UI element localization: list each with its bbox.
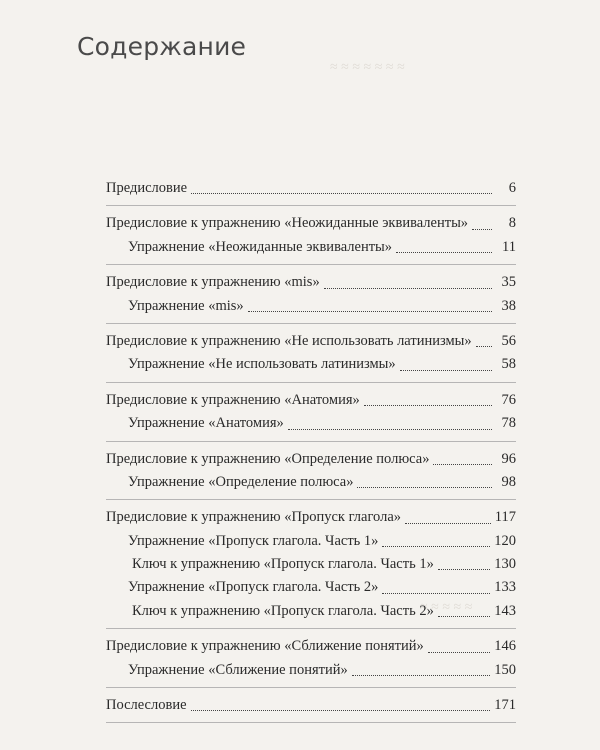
table-of-contents xyxy=(106,177,516,729)
dot-leader xyxy=(352,675,491,676)
dot-leader xyxy=(476,346,492,347)
toc-entry-page: 120 xyxy=(494,532,516,549)
toc-entry-page: 143 xyxy=(494,602,516,619)
toc-entry-page: 8 xyxy=(508,215,516,232)
toc-entry-page: 35 xyxy=(501,274,516,291)
toc-entry-label: Упражнение «Неожиданные эквиваленты» xyxy=(128,238,393,255)
separator xyxy=(106,382,516,383)
dot-leader xyxy=(438,569,490,570)
toc-entry[interactable] xyxy=(106,236,516,259)
dot-leader xyxy=(428,652,491,653)
toc-entry[interactable] xyxy=(106,471,516,494)
toc-entry[interactable] xyxy=(106,576,516,599)
toc-entry-label: Послесловие xyxy=(106,697,187,714)
toc-entry[interactable] xyxy=(106,330,516,353)
toc-entry-label: Упражнение «Пропуск глагола. Часть 2» xyxy=(128,579,379,596)
toc-entry-page: 130 xyxy=(494,556,516,573)
toc-entry-page: 58 xyxy=(501,356,516,373)
toc-entry[interactable] xyxy=(106,212,516,235)
toc-entry-label: Предисловие к упражнению «Неожиданные эквиваленты» xyxy=(106,215,469,232)
dot-leader xyxy=(357,487,492,488)
toc-entry[interactable] xyxy=(106,553,516,576)
toc-entry[interactable] xyxy=(106,659,516,682)
toc-entry[interactable] xyxy=(106,295,516,318)
separator xyxy=(106,499,516,500)
toc-entry-label: Упражнение «Сближение понятий» xyxy=(128,661,348,678)
dot-leader xyxy=(400,370,492,371)
toc-entry-page: 150 xyxy=(494,661,516,678)
toc-entry[interactable] xyxy=(106,600,516,623)
toc-entry-label: Ключ к упражнению «Пропуск глагола. Часть 1» xyxy=(132,556,434,573)
dot-leader xyxy=(433,464,492,465)
bleed-through-texture: ≈ ≈ ≈ ≈ ≈ xyxy=(420,600,473,615)
toc-entry[interactable] xyxy=(106,177,516,200)
separator xyxy=(106,628,516,629)
toc-entry-label: Предисловие к упражнению «Определение полюса» xyxy=(106,450,430,467)
dot-leader xyxy=(396,252,492,253)
dot-leader xyxy=(438,616,490,617)
dot-leader xyxy=(324,288,492,289)
toc-entry-label: Предисловие к упражнению «Анатомия» xyxy=(106,391,360,408)
toc-entry-label: Упражнение «Определение полюса» xyxy=(128,473,354,490)
bleed-through-texture: ≈ ≈ ≈ ≈ ≈ ≈ ≈ xyxy=(330,60,405,75)
toc-entry-page: 133 xyxy=(494,579,516,596)
toc-entry[interactable] xyxy=(106,448,516,471)
toc-entry-label: Упражнение «Не использовать латинизмы» xyxy=(128,356,396,373)
dot-leader xyxy=(288,429,492,430)
toc-entry-page: 56 xyxy=(501,332,516,349)
toc-entry-page: 38 xyxy=(501,297,516,314)
toc-entry-label: Предисловие к упражнению «Пропуск глагола» xyxy=(106,509,402,526)
toc-entry[interactable] xyxy=(106,530,516,553)
page-title: Содержание xyxy=(77,32,247,61)
toc-entry-page: 78 xyxy=(501,415,516,432)
dot-leader xyxy=(382,593,490,594)
toc-entry[interactable] xyxy=(106,694,516,717)
toc-entry[interactable] xyxy=(106,353,516,376)
dot-leader xyxy=(191,710,491,711)
toc-entry[interactable] xyxy=(106,635,516,658)
toc-entry[interactable] xyxy=(106,506,516,529)
toc-entry-page: 98 xyxy=(501,473,516,490)
toc-entry-label: Предисловие к упражнению «Не использовать латинизмы» xyxy=(106,332,472,349)
toc-entry-page: 171 xyxy=(494,697,516,714)
toc-entry-page: 76 xyxy=(501,391,516,408)
toc-entry[interactable] xyxy=(106,271,516,294)
toc-entry-page: 6 xyxy=(508,180,516,196)
separator xyxy=(106,264,516,265)
dot-leader xyxy=(405,523,491,524)
toc-entry-page: 96 xyxy=(501,450,516,467)
toc-entry-label: Ключ к упражнению «Пропуск глагола. Часть 2» xyxy=(132,602,434,619)
dot-leader xyxy=(382,546,490,547)
toc-entry-page: 146 xyxy=(494,638,516,655)
separator xyxy=(106,687,516,688)
toc-entry-label: Упражнение «mis» xyxy=(128,297,244,314)
dot-leader xyxy=(248,311,492,312)
toc-entry-label: Предисловие к упражнению «Сближение понятий» xyxy=(106,638,424,655)
toc-entry[interactable] xyxy=(106,389,516,412)
separator xyxy=(106,205,516,206)
dot-leader xyxy=(472,229,492,230)
toc-entry-page: 11 xyxy=(502,238,516,255)
separator xyxy=(106,722,516,723)
toc-entry-label: Упражнение «Анатомия» xyxy=(128,415,284,432)
separator xyxy=(106,323,516,324)
dot-leader xyxy=(191,193,492,194)
toc-entry-label: Упражнение «Пропуск глагола. Часть 1» xyxy=(128,532,379,549)
separator xyxy=(106,441,516,442)
toc-entry-page: 117 xyxy=(494,509,516,526)
toc-entry-label: Предисловие xyxy=(106,180,188,196)
toc-entry[interactable] xyxy=(106,412,516,435)
dot-leader xyxy=(364,405,492,406)
toc-entry-label: Предисловие к упражнению «mis» xyxy=(106,274,320,291)
